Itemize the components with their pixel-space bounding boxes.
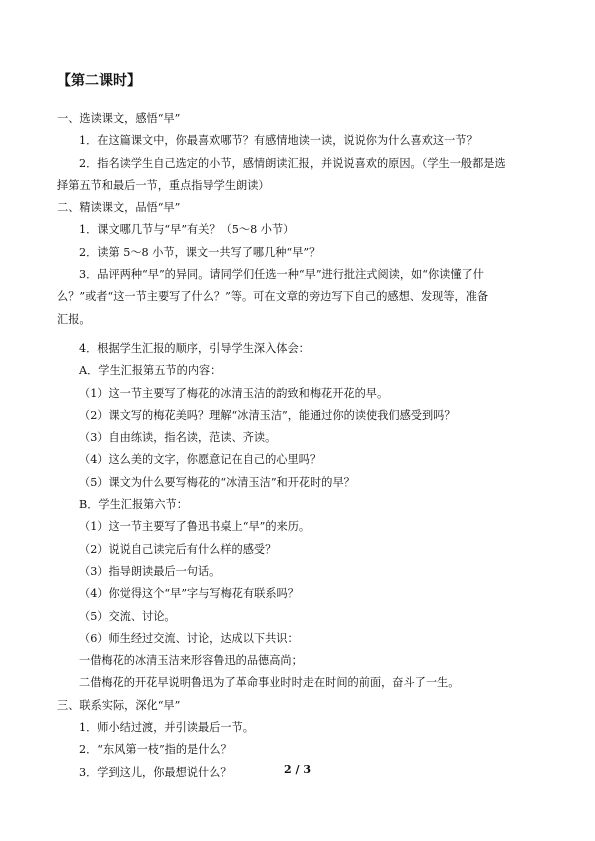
paragraph-line: B．学生汇报第六节： <box>79 498 188 512</box>
paragraph-line: 1．课文哪几节与“早”有关？（5～8 小节） <box>79 223 295 237</box>
list-item: （1）这一节主要写了鲁迅书桌上“早”的来历。 <box>79 520 311 534</box>
paragraph-line: 1．在这篇课文中，你最喜欢哪节？有感情地读一读，说说你为什么喜欢这一节？ <box>79 134 478 148</box>
page-number: 2 / 3 <box>284 763 311 776</box>
paragraph-line: 1．师小结过渡，并引读最后一节。 <box>79 721 254 735</box>
paragraph-line: 3．品评两种“早”的异同。请同学们任选一种“早”进行批注式阅读，如“你读懂了什 <box>79 268 484 282</box>
paragraph-line: 2．指名读学生自己选定的小节，感情朗读汇报，并说说喜欢的原因。（学生一般都是选 <box>79 156 506 170</box>
list-item: （4）这么美的文字，你愿意记在自己的心里吗？ <box>79 453 322 467</box>
list-item: （5）课文为什么要写梅花的“冰清玉洁”和开花时的早？ <box>79 475 355 489</box>
list-item: （3）自由练读，指名读，范读、齐读。 <box>79 431 277 445</box>
paragraph-gap <box>57 331 542 338</box>
paragraph-line: 4．根据学生汇报的顺序，引导学生深入体会： <box>79 341 310 355</box>
lesson-title: 【第二课时】 <box>57 73 141 89</box>
section-heading-2: 二、精读课文，品悟“早” <box>57 201 181 215</box>
paragraph-line: 汇报。 <box>57 312 91 326</box>
paragraph-line: 择第五节和最后一节，重点指导学生朗读） <box>57 178 270 192</box>
paragraph-line: 一借梅花的冰清玉洁来形容鲁迅的品德高尚； <box>79 654 303 668</box>
list-item: （6）师生经过交流、讨论，达成以下共识： <box>79 631 299 645</box>
list-item: （3）指导朗读最后一句话。 <box>79 564 221 578</box>
paragraph-line: 2．“东风第一枝”指的是什么？ <box>79 743 232 757</box>
section-heading-3: 三、联系实际，深化“早” <box>57 698 181 712</box>
paragraph-line: 么？”或者“这一节主要写了什么？”等。可在文章的旁边写下自己的感想、发现等，准备 <box>57 290 489 304</box>
paragraph-line: 二借梅花的开花早说明鲁迅为了革命事业时时走在时间的前面，奋斗了一生。 <box>79 676 460 690</box>
paragraph-line: 3．学到这儿，你最想说什么？ <box>79 765 232 779</box>
lesson-body <box>57 108 542 784</box>
list-item: （5）交流、讨论。 <box>79 609 176 623</box>
list-item: （2）说说自己读完后有什么样的感受？ <box>79 542 277 556</box>
list-item: （2）课文写的梅花美吗？理解“冰清玉洁”，能通过你的读使我们感受到吗？ <box>79 408 456 422</box>
paragraph-line: 2．读第 5～8 小节，课文一共写了哪几种“早”？ <box>79 245 321 259</box>
section-heading-1: 一、选读课文，感悟“早” <box>57 112 181 125</box>
list-item: （4）你觉得这个“早”字与写梅花有联系吗？ <box>79 587 299 601</box>
list-item: （1）这一节主要写了梅花的冰清玉洁的韵致和梅花开花的早。 <box>79 386 389 400</box>
paragraph-line: A．学生汇报第五节的内容： <box>79 364 222 378</box>
